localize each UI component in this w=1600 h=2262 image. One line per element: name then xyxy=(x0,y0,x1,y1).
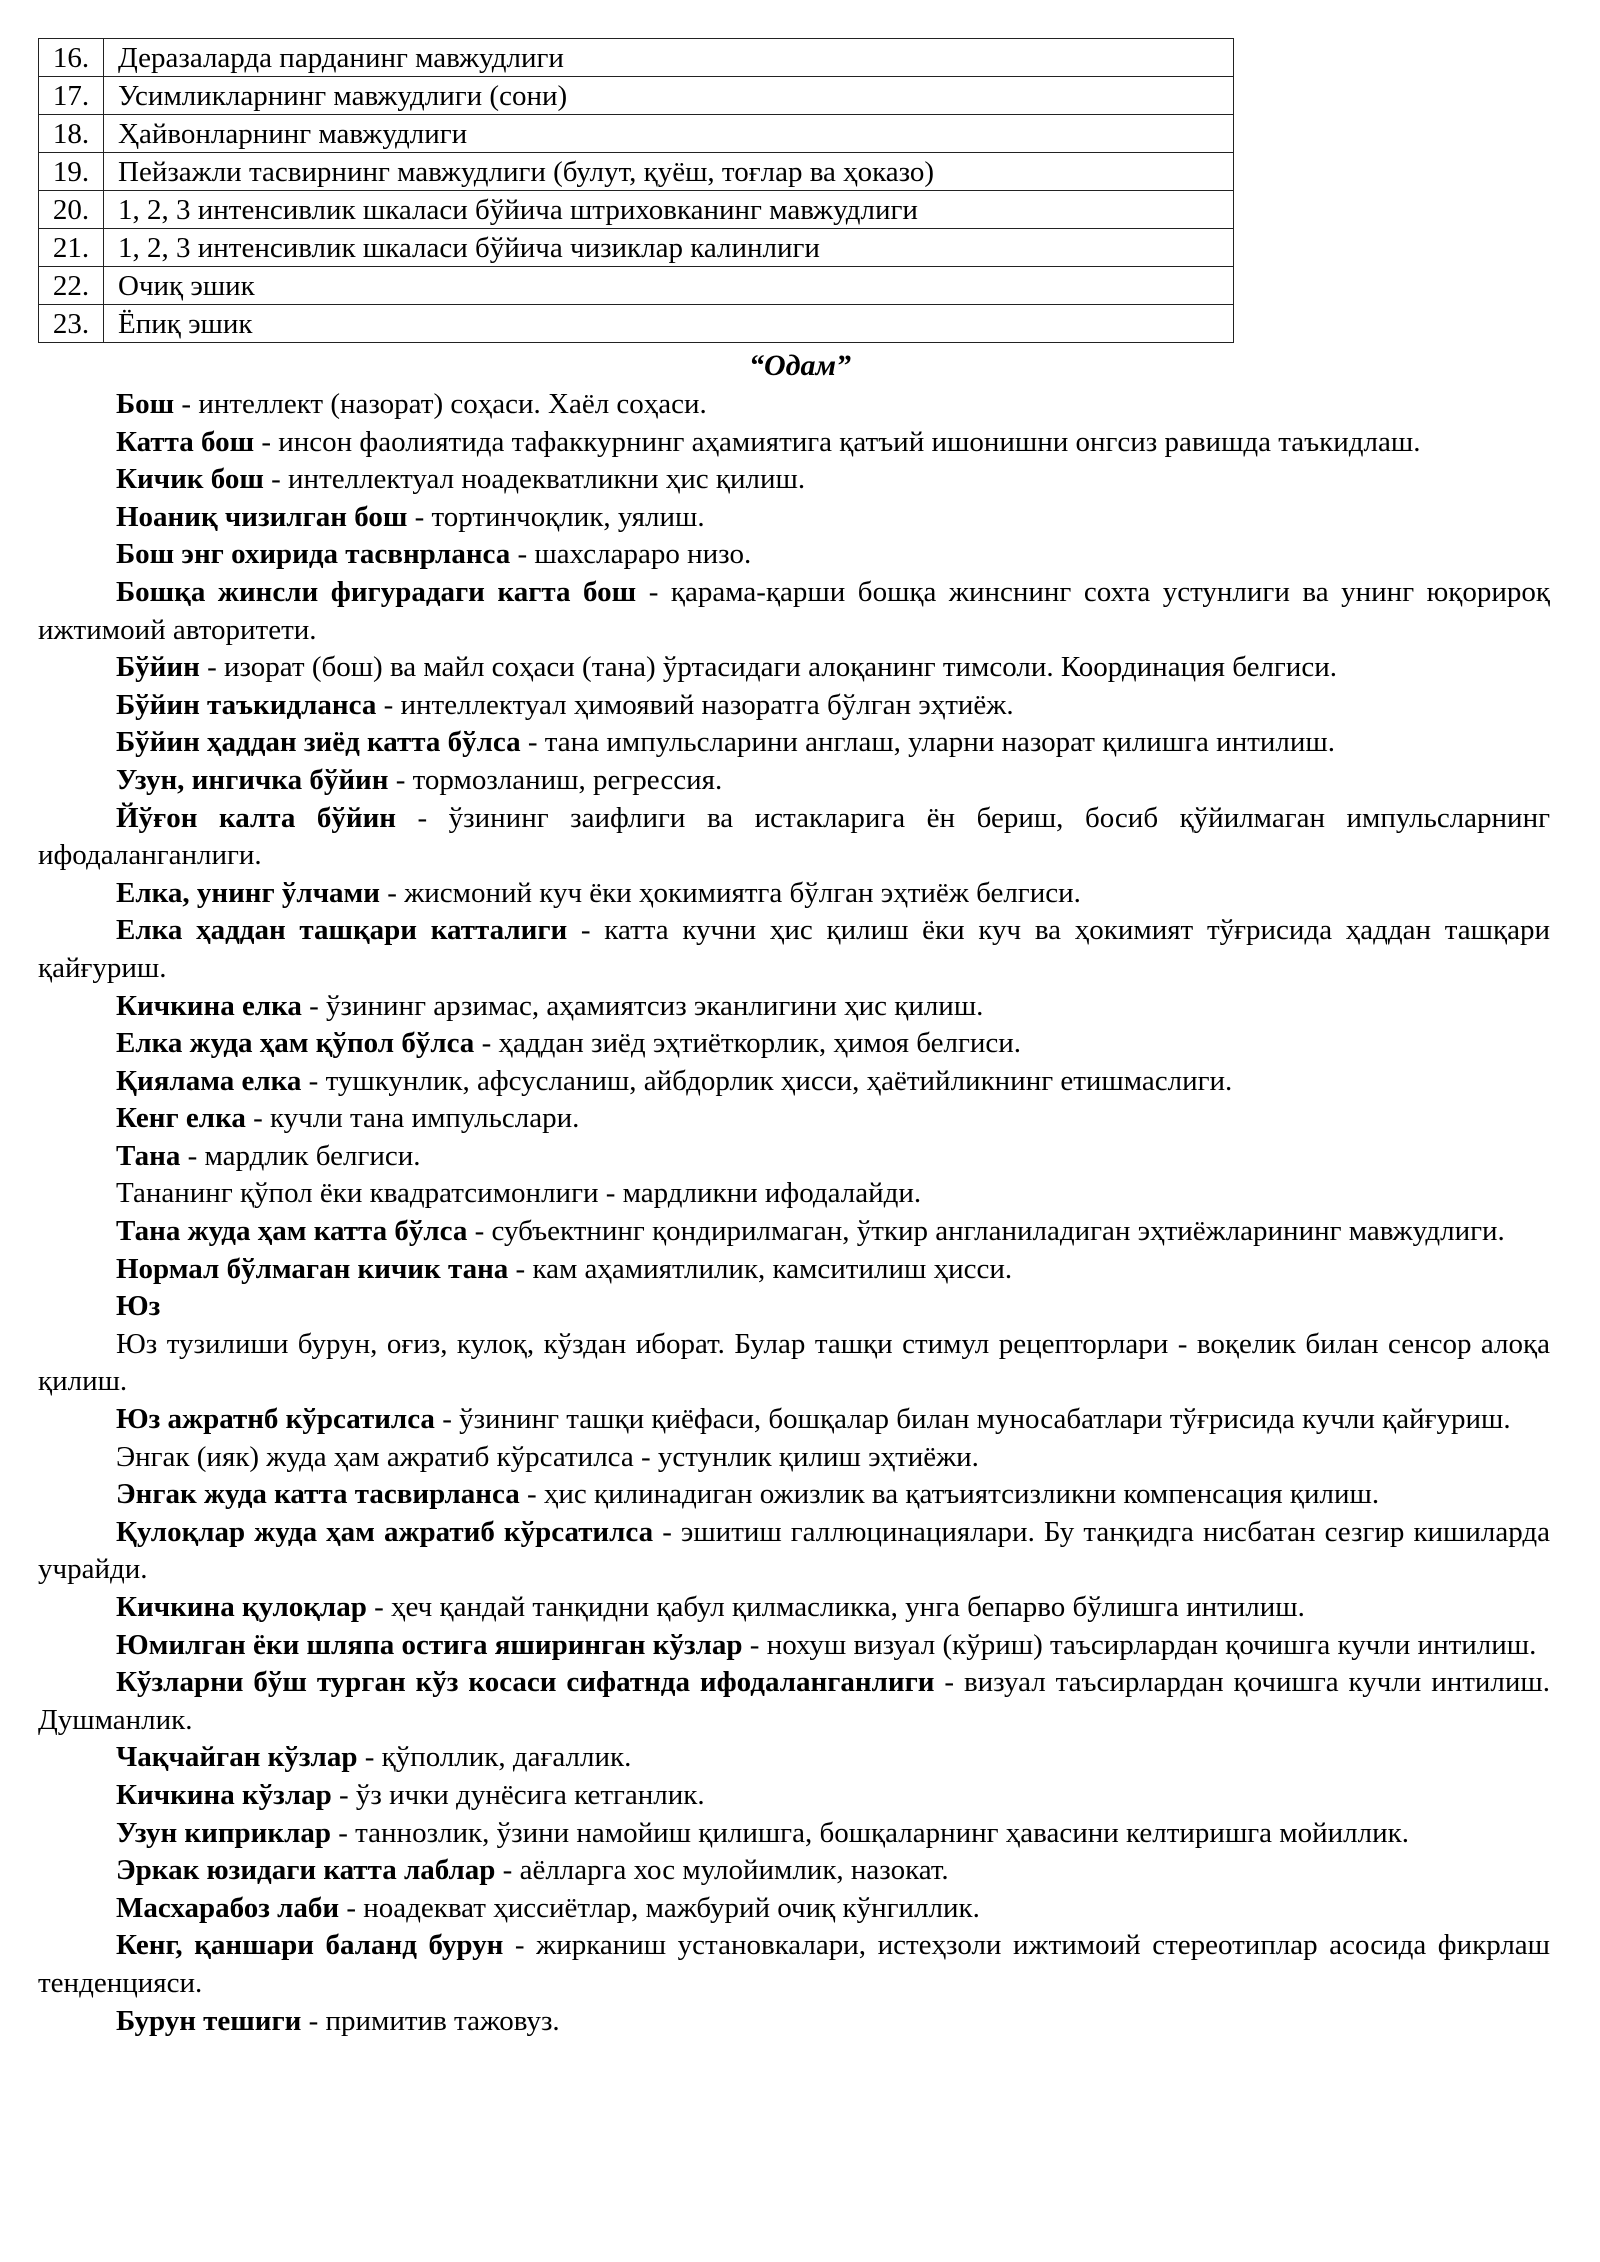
definition: - ўзининг арзимас, аҳамиятсиз эканлигини ҳис қилиш. xyxy=(301,989,984,1022)
term: Бўйин xyxy=(116,651,200,684)
definition: - мардлик белгиси. xyxy=(180,1139,421,1172)
term: Бўйин таъкидланса xyxy=(116,688,377,721)
term: Бурун тешиги xyxy=(116,2004,302,2037)
row-text: Ёпиқ эшик xyxy=(104,305,1234,343)
definition: - тортинчоқлик, уялиш. xyxy=(407,500,705,533)
paragraph xyxy=(38,988,1550,1026)
definition: - катта кучни ҳис қилиш ёки куч ва ҳокимият тўғрисида ҳаддан ташқари қайғуриш. xyxy=(38,914,1550,984)
row-number: 22. xyxy=(39,267,104,305)
paragraph xyxy=(38,461,1550,499)
definition: - қўполлик, дағаллик. xyxy=(357,1741,632,1774)
definition: - примитив тажовуз. xyxy=(301,2004,560,2037)
paragraph xyxy=(38,536,1550,574)
paragraph xyxy=(38,1627,1550,1665)
paragraph xyxy=(38,1476,1550,1514)
paragraph xyxy=(38,1852,1550,1890)
paragraph xyxy=(38,1664,1550,1739)
definition: - ўзининг ташқи қиёфаси, бошқалар билан муносабатлари тўғрисида кучли қайғуриш. xyxy=(434,1403,1511,1436)
term: Кичкина кўзлар xyxy=(116,1778,332,1811)
definition: - аёлларга хос мулойимлик, назокат. xyxy=(495,1854,949,1887)
table-row xyxy=(39,153,1234,191)
definition: - нохуш визуал (кўриш) таъсирлардан қочишга кучли интилиш. xyxy=(742,1628,1537,1661)
term: Ноаниқ чизилган бош xyxy=(116,500,408,533)
table-row xyxy=(39,229,1234,267)
term: Бош xyxy=(116,388,175,420)
term: Юз xyxy=(116,1290,161,1323)
definition: Тананинг қўпол ёки квадратсимонлиги - мардликни ифодалайди. xyxy=(116,1177,922,1210)
table-row xyxy=(39,39,1234,77)
definition: - интеллектуал ҳимоявий назоратга бўлган эҳтиёж. xyxy=(376,688,1014,721)
paragraph xyxy=(38,1927,1550,2002)
paragraph xyxy=(38,499,1550,537)
paragraph xyxy=(38,724,1550,762)
definition: Энгак (ияк) жуда ҳам ажратиб кўрсатилса - устунлик қилиш эҳтиёжи. xyxy=(116,1440,979,1473)
table-row xyxy=(39,115,1234,153)
paragraph xyxy=(38,912,1550,987)
row-number: 23. xyxy=(39,305,104,343)
paragraph xyxy=(38,762,1550,800)
row-text: Деразаларда парданинг мавжудлиги xyxy=(104,39,1234,77)
definition: - эшитиш галлюцинациялари. Бу танқидга нисбатан сезгир кишиларда учрайди. xyxy=(38,1515,1550,1586)
paragraph xyxy=(38,649,1550,687)
term: Кенг, қаншари баланд бурун xyxy=(116,1929,504,1962)
row-text: Пейзажли тасвирнинг мавжудлиги (булут, қуёш, тоғлар ва ҳоказо) xyxy=(104,153,1234,191)
term: Катта бош xyxy=(116,425,255,458)
row-number: 17. xyxy=(39,77,104,115)
definition: - кучли тана импульслари. xyxy=(245,1102,580,1135)
row-number: 16. xyxy=(39,39,104,77)
definition: - жисмоний куч ёки ҳокимиятга бўлган эҳтиёж белгиси. xyxy=(380,876,1081,909)
definition: - изорат (бош) ва майл соҳаси (тана) ўртасидаги алоқанинг тимсоли. Координация белгиси. xyxy=(199,651,1337,684)
paragraph xyxy=(38,386,1550,424)
term: Бош энг охирида тасвнрланса xyxy=(116,538,511,571)
definition: - инсон фаолиятида тафаккурнинг аҳамиятига қатъий ишонишни онгсиз равишда таъкидлаш. xyxy=(254,425,1421,458)
definition: - жирканиш установкалари, истеҳзоли ижтимоий стереотиплар асосида фикрлаш тенденцияси. xyxy=(38,1929,1550,1999)
row-text: Ҳайвонларнинг мавжудлиги xyxy=(104,115,1234,153)
table-row xyxy=(39,77,1234,115)
paragraph xyxy=(38,1589,1550,1627)
definition: Юз тузилиши бурун, оғиз, кулоқ, кўздан иборат. Булар ташқи стимул рецепторлари - воқелик билан сенсор алоқа қилиш. xyxy=(38,1327,1550,1398)
term: Юмилган ёки шляпа остига яширинган кўзлар xyxy=(116,1628,743,1661)
definition: - ҳаддан зиёд эҳтиёткорлик, ҳимоя белгиси. xyxy=(474,1027,1022,1060)
term: Эркак юзидаги катта лаблар xyxy=(116,1854,496,1887)
term: Энгак жуда катта тасвирланса xyxy=(116,1478,520,1511)
definition: - интеллект (назорат) соҳаси. Хаёл соҳаси. xyxy=(174,388,707,420)
row-number: 21. xyxy=(39,229,104,267)
definition: - таннозлик, ўзини намойиш қилишга, бошқаларнинг ҳавасини келтиришга мойиллик. xyxy=(330,1816,1409,1849)
paragraph xyxy=(38,424,1550,462)
term: Йўғон калта бўйин xyxy=(116,801,396,834)
definition: - тушкунлик, афсусланиш, айбдорлик ҳисси, ҳаётийликнинг етишмаслиги. xyxy=(301,1064,1233,1097)
term: Елка, унинг ўлчами xyxy=(116,876,381,909)
paragraph xyxy=(38,1138,1550,1176)
term: Тана xyxy=(116,1139,181,1172)
definition: - ўзининг заифлиги ва истакларига ён бериш, босиб қўйилмаган импульсларнинг ифодаланганлиги. xyxy=(38,801,1550,872)
definition: - ҳис қилинадиган ожизлик ва қатъиятсизликни компенсация қилиш. xyxy=(519,1478,1380,1511)
row-text: Усимликларнинг мавжудлиги (сони) xyxy=(104,77,1234,115)
row-number: 19. xyxy=(39,153,104,191)
paragraph xyxy=(38,687,1550,725)
term: Қиялама елка xyxy=(116,1064,302,1097)
term: Юз ажратнб кўрсатилса xyxy=(116,1403,435,1436)
definition: - ҳеч қандай танқидни қабул қилмасликка, унга бепарво бўлишга интилиш. xyxy=(366,1591,1305,1623)
term: Кичкина елка xyxy=(116,989,302,1022)
term: Бошқа жинсли фигурадаги кагта бош xyxy=(116,575,637,608)
paragraph xyxy=(38,1401,1550,1439)
term: Қулоқлар жуда ҳам ажратиб кўрсатилса xyxy=(116,1515,654,1548)
definition: - визуал таъсирлардан қочишга кучли интилиш. Душманлик. xyxy=(38,1666,1550,1736)
paragraph xyxy=(38,1815,1550,1853)
definition: - кам аҳамиятлилик, камситилиш ҳисси. xyxy=(508,1252,1013,1285)
term: Нормал бўлмаган кичик тана xyxy=(116,1252,509,1285)
paragraph xyxy=(38,1025,1550,1063)
body-text xyxy=(38,386,1550,2040)
paragraph xyxy=(38,875,1550,913)
paragraph xyxy=(38,800,1550,875)
row-text: 1, 2, 3 интенсивлик шкаласи бўйича чизиклар калинлиги xyxy=(104,229,1234,267)
paragraph xyxy=(38,1326,1550,1401)
paragraph xyxy=(38,1175,1550,1213)
table-row xyxy=(39,191,1234,229)
term: Узун, ингичка бўйин xyxy=(116,763,389,796)
term: Тана жуда ҳам катта бўлса xyxy=(116,1215,468,1248)
paragraph xyxy=(38,1739,1550,1777)
definition: - интеллектуал ноадекватликни ҳис қилиш. xyxy=(263,463,806,496)
definition: - субъектнинг қондирилмаган, ўткир англаниладиган эҳтиёжларининг мавжудлиги. xyxy=(467,1215,1505,1248)
paragraph xyxy=(38,1063,1550,1101)
paragraph xyxy=(38,1288,1550,1326)
table-row xyxy=(39,267,1234,305)
row-text: 1, 2, 3 интенсивлик шкаласи бўйича штриховканинг мавжудлиги xyxy=(104,191,1234,229)
term: Масхарабоз лаби xyxy=(116,1891,340,1924)
paragraph xyxy=(38,1100,1550,1138)
paragraph xyxy=(38,1251,1550,1289)
definition: - ноадекват ҳиссиётлар, мажбурий очиқ кўнгиллик. xyxy=(339,1891,980,1924)
term: Елка ҳаддан ташқари катталиги xyxy=(116,914,568,947)
term: Бўйин ҳаддан зиёд катта бўлса xyxy=(116,726,521,759)
definition: - тормозланиш, регрессия. xyxy=(388,763,723,796)
term: Кўзларни бўш турган кўз косаси сифатнда ифодаланганлиги xyxy=(116,1666,935,1699)
term: Кенг елка xyxy=(116,1102,246,1135)
term: Кичкина қулоқлар xyxy=(116,1591,367,1623)
paragraph xyxy=(38,1777,1550,1815)
term: Елка жуда ҳам қўпол бўлса xyxy=(116,1027,475,1060)
definition: - қарама-қарши бошқа жинснинг сохта устунлиги ва унинг юқорироқ ижтимоий авторитети. xyxy=(38,575,1551,646)
term: Кичик бош xyxy=(116,463,264,496)
definition: - шахслараро низо. xyxy=(510,538,752,571)
term: Чақчайган кўзлар xyxy=(116,1741,358,1774)
row-number: 18. xyxy=(39,115,104,153)
section-title: “Одам” xyxy=(748,349,852,382)
term: Узун киприклар xyxy=(116,1816,331,1849)
definition: - тана импульсларини англаш, уларни назорат қилишга интилиш. xyxy=(520,726,1335,759)
criteria-table xyxy=(38,38,1234,343)
paragraph xyxy=(38,2003,1550,2041)
paragraph xyxy=(38,1439,1550,1477)
row-text: Очиқ эшик xyxy=(104,267,1234,305)
row-number: 20. xyxy=(39,191,104,229)
paragraph xyxy=(38,1213,1550,1251)
paragraph xyxy=(38,1890,1550,1928)
definition: - ўз ички дунёсига кетганлик. xyxy=(331,1778,705,1811)
paragraph xyxy=(38,1514,1550,1589)
table-row xyxy=(39,305,1234,343)
paragraph xyxy=(38,574,1550,649)
